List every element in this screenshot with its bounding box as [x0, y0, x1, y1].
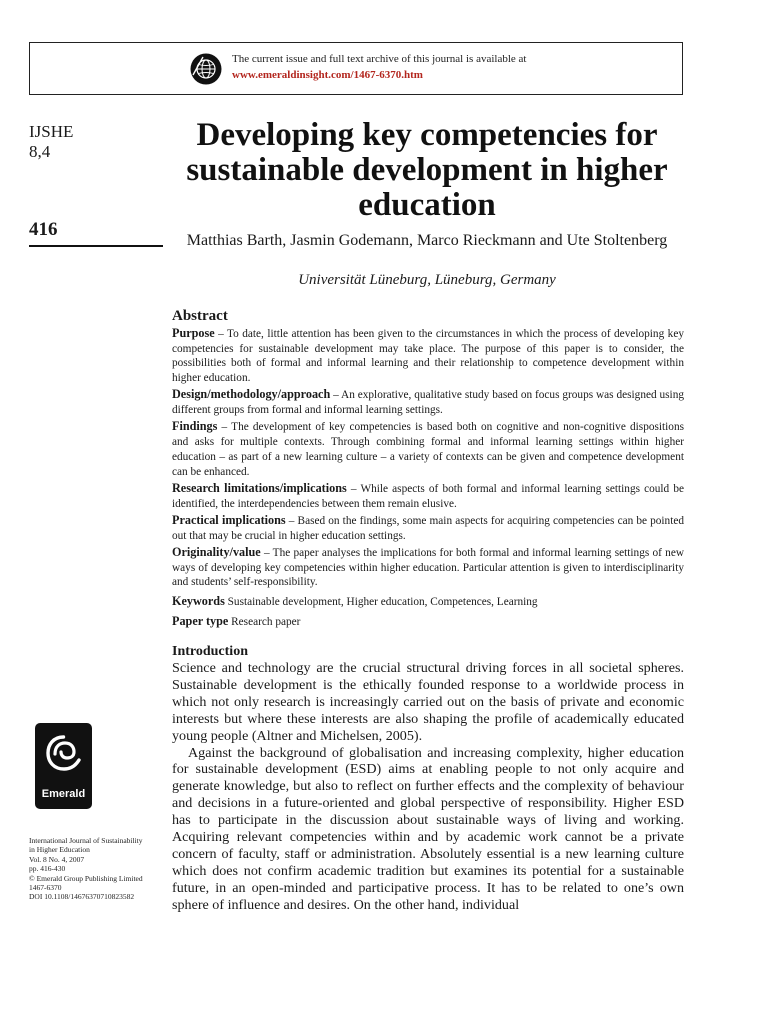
abstract-design: [172, 387, 684, 417]
abstract-label: Originality/value: [172, 544, 261, 559]
abstract-purpose: [172, 326, 684, 386]
abstract-text: – The development of key competencies is based both on cognitive and non-cognitive dispositions and asks for multiple contexts. Through combining formal and informal learning settings within higher education – as part of a new learning culture – a variety of contexts can be given and competence development can be enhanced.: [172, 421, 684, 478]
archive-notice: The current issue and full text archive of this journal is available at: [232, 53, 527, 65]
abstract-label: Findings: [172, 419, 218, 434]
globe-icon: [190, 53, 222, 85]
keywords-label: Keywords: [172, 593, 225, 608]
journal-url-link[interactable]: www.emeraldinsight.com/1467-6370.htm: [232, 69, 423, 81]
introduction-paragraph: Against the background of globalisation and increasing complexity, higher education for sustainable development (ESD) aims at enabling people to not only acquire and generate knowledge, but also to reflect on further effects and the complexity of behaviour and decisions in a future-oriented and global perspective of responsibility. Higher ESD has to participate in the discussion about sustainable ways of living and working. Acquiring relevant competencies within and by academic work cannot be a private concern of faculty, staff or administration. Absolutely essential is a new learning culture which does not confirm academic tradition but examines its potential for a sustainable future, in an open-minded and participative process. It has to be related to one’s own sphere of influence and desires. On the other hand, individual: [172, 744, 684, 913]
abstract-originality: [172, 545, 684, 590]
paper-type-label: Paper type: [172, 613, 229, 628]
abstract-label: Design/methodology/approach: [172, 387, 331, 402]
abstract-practical: [172, 513, 684, 543]
citation-line: International Journal of Sustainability: [29, 836, 143, 845]
introduction-paragraph: Science and technology are the crucial structural driving forces in all societal spheres. Sustainable development is the ethically founded response to a worldwide process in which not only research is increasingly carried out on the basis of private and economic interests but where these interests are also shaping the profile of academically educated young people (Altner and Michelsen, 2005).: [172, 660, 684, 744]
abstract-text: – To date, little attention has been given to the circumstances in which the process of developing key competencies for sustainable development may take place. The purpose of this paper is to consider, the possibilities both of formal and informal learning and their relationship to competence development within higher education.: [172, 328, 684, 385]
introduction-heading: Introduction: [172, 644, 248, 659]
abstract-text: – Based on the findings, some main aspects for acquiring competencies can be pointed out that may be crucial in higher education settings.: [172, 514, 685, 542]
author-affiliation: Universität Lüneburg, Lüneburg, Germany: [298, 272, 556, 288]
abstract-label: Practical implications: [172, 512, 286, 527]
keywords: [172, 594, 684, 610]
abstract-text: – An explorative, qualitative study based on focus groups was designed using different groups from formal and informal learning settings.: [172, 389, 684, 417]
citation-line: in Higher Education: [29, 845, 90, 855]
emerald-logo-text: Emerald: [41, 788, 86, 800]
citation-line: © Emerald Group Publishing Limited: [29, 873, 143, 883]
abstract-label: Purpose: [172, 326, 215, 340]
paper-type-text: Research paper: [228, 615, 301, 628]
abstract-text: – While aspects of both formal and informal learning settings could be identified, the interdependencies between them remain elusive.: [172, 482, 684, 510]
citation-line: pp. 416-430: [29, 864, 66, 874]
citation-line: DOI 10.1108/14676370710823582: [29, 892, 135, 902]
abstract-label: Research limitations/implications: [172, 480, 347, 495]
page-number: 416: [29, 219, 58, 240]
journal-code: IJSHE: [29, 122, 74, 141]
abstract-heading: Abstract: [172, 308, 228, 324]
abstract-findings: [172, 419, 684, 479]
abstract-text: – The paper analyses the implications for both formal and informal learning settings of new ways of developing key competencies within higher education. Particular attention is given to interdisciplinarity and students’ self-responsibility.: [172, 546, 684, 589]
keywords-text: Sustainable development, Higher education, Competences, Learning: [224, 595, 538, 608]
citation-line: 1467-6370: [29, 883, 62, 893]
introduction-body: [172, 660, 684, 914]
page-number-rule: [29, 245, 163, 247]
emerald-e-icon: [43, 731, 84, 777]
journal-volume: 8,4: [29, 142, 51, 161]
article-title: Developing key competencies for sustainable development in higher education: [186, 117, 668, 223]
article-authors: Matthias Barth, Jasmin Godemann, Marco Rieckmann and Ute Stoltenberg: [186, 232, 668, 249]
emerald-logo: [35, 723, 92, 809]
citation-line: Vol. 8 No. 4, 2007: [29, 854, 85, 864]
abstract-limitations: [172, 481, 684, 511]
citation-block: [29, 836, 169, 902]
paper-type: [172, 614, 684, 630]
abstract-body: [172, 326, 684, 631]
